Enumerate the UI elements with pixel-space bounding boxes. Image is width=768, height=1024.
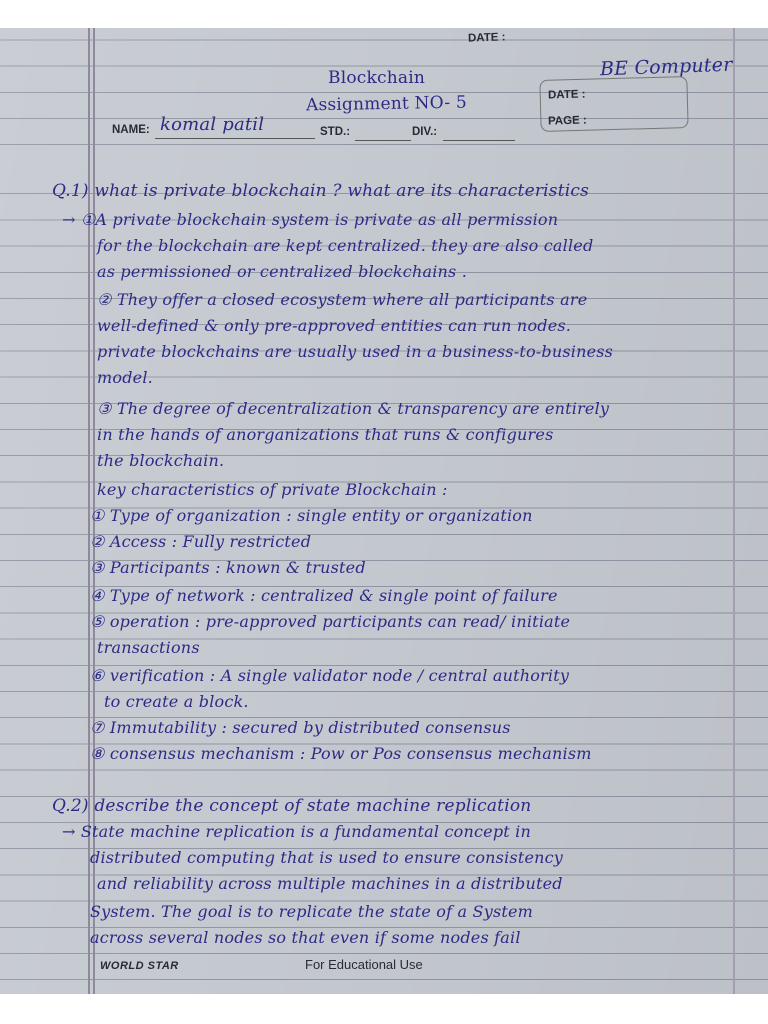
body-line: System. The goal is to replicate the state of a System <box>90 902 534 921</box>
brand-logo: WORLD STAR <box>100 960 179 972</box>
body-line: ⑦ Immutability : secured by distributed consensus <box>90 718 511 737</box>
div-label: DIV.: <box>412 126 438 138</box>
body-line: and reliability across multiple machines in a distributed <box>97 874 563 893</box>
std-label: STD.: <box>320 126 351 138</box>
std-blank <box>355 140 411 141</box>
margin-line-right <box>733 28 735 994</box>
date-label: DATE : <box>547 88 586 102</box>
body-line: ① Type of organization : single entity or organization <box>90 506 533 525</box>
footer-note: For Educational Use <box>305 957 423 972</box>
name-value: komal patil <box>160 114 265 135</box>
body-line: private blockchains are usually used in a business-to-business <box>97 342 614 361</box>
body-line: ⑤ operation : pre-approved participants can read/ initiate <box>90 612 571 631</box>
body-line: model. <box>97 368 153 387</box>
body-line: distributed computing that is used to ensure consistency <box>90 848 564 867</box>
body-line: in the hands of anorganizations that runs & configures <box>97 425 554 444</box>
body-line: ⑥ verification : A single validator node / central authority <box>90 666 570 685</box>
name-underline <box>155 138 315 139</box>
body-line: ③ The degree of decentralization & transparency are entirely <box>97 399 610 418</box>
date-label-top: DATE : <box>467 31 506 45</box>
body-line: ⑧ consensus mechanism : Pow or Pos consensus mechanism <box>90 744 592 763</box>
title-line-2: Assignment NO- 5 <box>305 92 468 116</box>
notebook-page <box>0 28 768 994</box>
body-line: transactions <box>97 638 200 657</box>
body-line: key characteristics of private Blockchain : <box>97 480 448 499</box>
body-line: across several nodes so that even if some nodes fail <box>90 928 521 947</box>
page-label: PAGE : <box>547 114 587 128</box>
body-line: well-defined & only pre-approved entities can run nodes. <box>97 316 572 335</box>
body-line: ④ Type of network : centralized & single point of failure <box>90 586 558 605</box>
course-label: BE Computer <box>599 53 733 81</box>
body-line: to create a block. <box>104 692 249 711</box>
body-line: ② Access : Fully restricted <box>90 532 312 551</box>
body-line: ③ Participants : known & trusted <box>90 558 366 577</box>
name-label: NAME: <box>112 124 150 136</box>
body-line: → ①A private blockchain system is private as all permission <box>62 210 559 229</box>
body-line: as permissioned or centralized blockchains . <box>97 262 467 281</box>
body-line: Q.2) describe the concept of state machine replication <box>52 796 532 816</box>
body-line: → State machine replication is a fundamental concept in <box>62 822 531 841</box>
div-blank <box>443 140 515 141</box>
body-line: for the blockchain are kept centralized. they are also called <box>97 236 594 255</box>
title-line-1: Blockchain <box>328 68 425 88</box>
body-line: Q.1) what is private blockchain ? what are its characteristics <box>52 181 590 201</box>
body-line: the blockchain. <box>97 451 225 470</box>
body-line: ② They offer a closed ecosystem where all participants are <box>97 290 588 309</box>
